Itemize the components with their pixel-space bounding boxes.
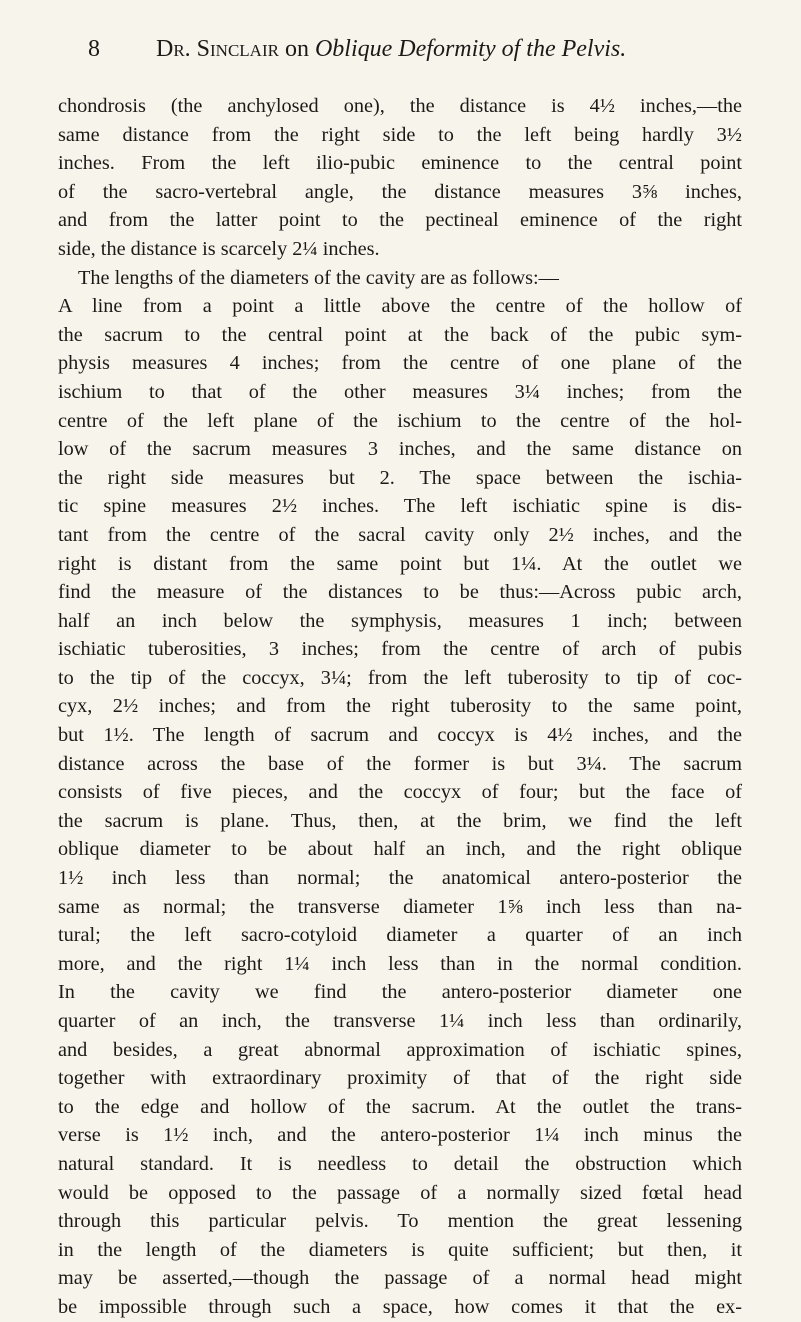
text-line: quarter of an inch, the transverse 1¼ inch less than ordinarily, [58,1010,742,1032]
text-line: side, the distance is scarcely 2¼ inches. [58,237,380,260]
text-line: cyx, 2½ inches; and from the right tuberosity to the same point, [58,695,742,718]
text-line: low of the sacrum measures 3 inches, and the same distance on [58,438,742,461]
text-line: inches. From the left ilio-pubic eminence to the central point [58,152,742,175]
text-line: the sacrum is plane. Thus, then, at the brim, we find the left [58,809,742,832]
text-line: to the tip of the coccyx, 3¼; from the left tuberosity to tip of coc- [58,666,742,689]
text-line: In the cavity we find the antero-posterior diameter one [58,981,742,1004]
text-line: A line from a point a little above the centre of the hollow of [58,295,742,318]
page-number: 8 [88,36,100,62]
title-joiner: on [278,36,315,62]
text-line: natural standard. It is needless to detail the obstruction which [58,1152,742,1175]
text-line: and besides, a great abnormal approximation of ischiatic spines, [58,1038,742,1061]
text-line: half an inch below the symphysis, measures 1 inch; between [58,609,742,632]
text-line: chondrosis (the anchylosed one), the distance is 4½ inches,—the [58,95,742,117]
running-header [88,36,728,78]
text-line: consists of five pieces, and the coccyx of four; but the face of [58,781,742,804]
text-line: be impossible through such a space, how comes it that the ex- [58,1295,742,1318]
text-line: verse is 1½ inch, and the antero-posterior 1¼ inch minus the [58,1124,742,1147]
running-title [156,36,626,63]
text-line: tural; the left sacro-cotyloid diameter a quarter of an inch [58,924,742,947]
text-line: may be asserted,—though the passage of a normal head might [58,1267,742,1290]
text-line: 1½ inch less than normal; the anatomical antero-posterior the [58,867,742,890]
article-title: Oblique Deformity of the Pelvis. [314,36,627,62]
text-line: more, and the right 1¼ inch less than in the normal condition. [58,952,742,975]
text-line: tic spine measures 2½ inches. The left ischiatic spine is dis- [58,495,742,518]
text-line: oblique diameter to be about half an inch, and the right oblique [58,838,742,861]
text-line: same as normal; the transverse diameter 1⅝ inch less than na- [58,895,742,918]
text-line: the sacrum to the central point at the back of the pubic sym- [58,323,742,346]
text-line: right is distant from the same point but 1¼. At the outlet we [58,552,742,575]
text-line: same distance from the right side to the left being hardly 3½ [58,123,742,146]
text-line: The lengths of the diameters of the cavity are as follows:— [78,266,559,289]
text-line: the right side measures but 2. The space between the ischia- [58,466,742,489]
text-line: would be opposed to the passage of a normally sized fœtal head [58,1181,742,1204]
author-name: Dr. Sinclair [156,36,279,62]
text-line: ischium to that of the other measures 3¼ inches; from the [58,380,742,403]
text-line: tant from the centre of the sacral cavity only 2½ inches, and the [58,523,742,546]
text-line: to the edge and hollow of the sacrum. At the outlet the trans- [58,1095,742,1118]
text-line: centre of the left plane of the ischium to the centre of the hol- [58,409,742,432]
text-line: in the length of the diameters is quite sufficient; but then, it [58,1238,742,1261]
text-line: of the sacro-vertebral angle, the distance measures 3⅝ inches, [58,180,742,203]
text-line: and from the latter point to the pectineal eminence of the right [58,209,742,232]
text-line: find the measure of the distances to be thus:—Across pubic arch, [58,581,742,604]
text-line: distance across the base of the former is but 3¼. The sacrum [58,752,742,775]
text-line: ischiatic tuberosities, 3 inches; from the centre of arch of pubis [58,638,742,661]
text-line: together with extraordinary proximity of that of the right side [58,1067,742,1090]
text-line: but 1½. The length of sacrum and coccyx is 4½ inches, and the [58,724,742,747]
text-line: through this particular pelvis. To mention the great lessening [58,1210,742,1233]
text-line: physis measures 4 inches; from the centre of one plane of the [58,352,742,375]
body-text [58,92,742,1322]
